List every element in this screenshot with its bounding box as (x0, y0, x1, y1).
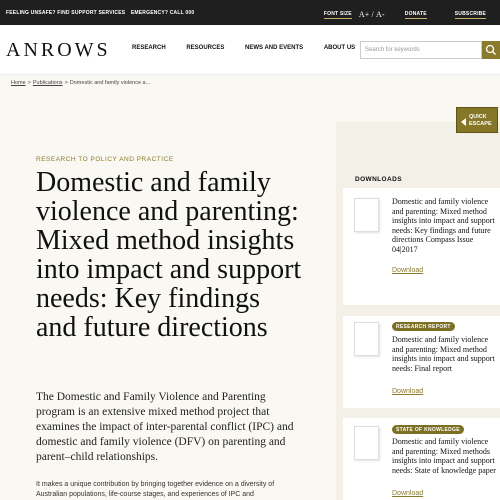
main-nav (132, 45, 374, 51)
article-lead: The Domestic and Family Violence and Parenting program is an extensive mixed method project that examines the impact of inter-parental conflict (IPC) and domestic and family violence (DFV) on parenting and parent–child relationships. (36, 391, 294, 463)
find-support-link[interactable]: FEELING UNSAFE? FIND SUPPORT SERVICES (6, 10, 126, 16)
breadcrumb-current: Domestic and family violence a... (69, 80, 151, 86)
utility-links (312, 10, 486, 19)
download-link[interactable]: Download (392, 490, 424, 497)
subscribe-link[interactable]: SUBSCRIBE (454, 10, 486, 17)
site-header (0, 25, 500, 75)
search-input[interactable]: Search for keywords (360, 41, 482, 59)
document-thumbnail (354, 426, 379, 460)
font-size-divider: / (371, 10, 374, 19)
emergency-text: EMERGENCY? CALL 000 (130, 10, 195, 16)
site-logo[interactable]: ANROWS (6, 39, 111, 61)
download-link[interactable]: Download (392, 388, 424, 395)
breadcrumb-publications[interactable]: Publications (32, 80, 63, 86)
breadcrumb-home[interactable]: Home (11, 80, 26, 86)
breadcrumb (11, 80, 150, 86)
download-card (343, 418, 500, 500)
nav-item-resources[interactable]: RESOURCES (186, 45, 225, 51)
safety-links (6, 10, 198, 16)
breadcrumb-separator: > (27, 80, 31, 86)
download-card (343, 316, 500, 408)
nav-item-news-and-events[interactable]: NEWS AND EVENTS (245, 45, 304, 51)
top-utility-bar (0, 0, 500, 25)
font-increase-button[interactable]: A+ (358, 10, 370, 19)
arrow-left-icon (461, 118, 466, 126)
font-size-label: FONT SIZE (323, 10, 352, 17)
search-icon (482, 41, 500, 59)
download-title: Domestic and family violence and parenting: Mixed method insights into impact and support needs: Key findings and future directions Compass Issue 04|2017 (392, 197, 495, 254)
download-title: Domestic and family violence and parenting: Mixed methods insights into impact and support needs: State of knowledge paper (392, 437, 496, 475)
document-thumbnail (354, 198, 379, 232)
search-button[interactable] (482, 41, 500, 59)
quick-escape-button[interactable] (456, 107, 498, 133)
downloads-heading: DOWNLOADS (355, 176, 402, 183)
report-type-badge: RESEARCH REPORT (392, 322, 455, 331)
article-body: It makes a unique contribution by bringing together evidence on a diversity of Australian populations, life-course stages, and experiences of IPC and (36, 481, 275, 498)
download-link[interactable]: Download (392, 267, 424, 274)
download-title: Domestic and family violence and parenting: Mixed method insights into impact and support needs: Final report (392, 335, 495, 373)
report-type-badge: STATE OF KNOWLEDGE (392, 425, 464, 434)
document-thumbnail (354, 322, 379, 356)
breadcrumb-separator: > (64, 80, 68, 86)
donate-link[interactable]: DONATE (404, 10, 427, 17)
font-decrease-button[interactable]: A- (375, 10, 385, 19)
article-category: RESEARCH TO POLICY AND PRACTICE (36, 156, 174, 163)
quick-escape-label-line1: QUICK (469, 114, 487, 120)
page-title: Domestic and family violence and parenting: Mixed method insights into impact and support needs: Key findings and future directions (36, 167, 302, 343)
download-card (343, 188, 500, 305)
nav-item-research[interactable]: RESEARCH (132, 45, 166, 51)
nav-item-about-us[interactable]: ABOUT US (323, 45, 356, 51)
quick-escape-label-line2: ESCAPE (469, 120, 492, 127)
